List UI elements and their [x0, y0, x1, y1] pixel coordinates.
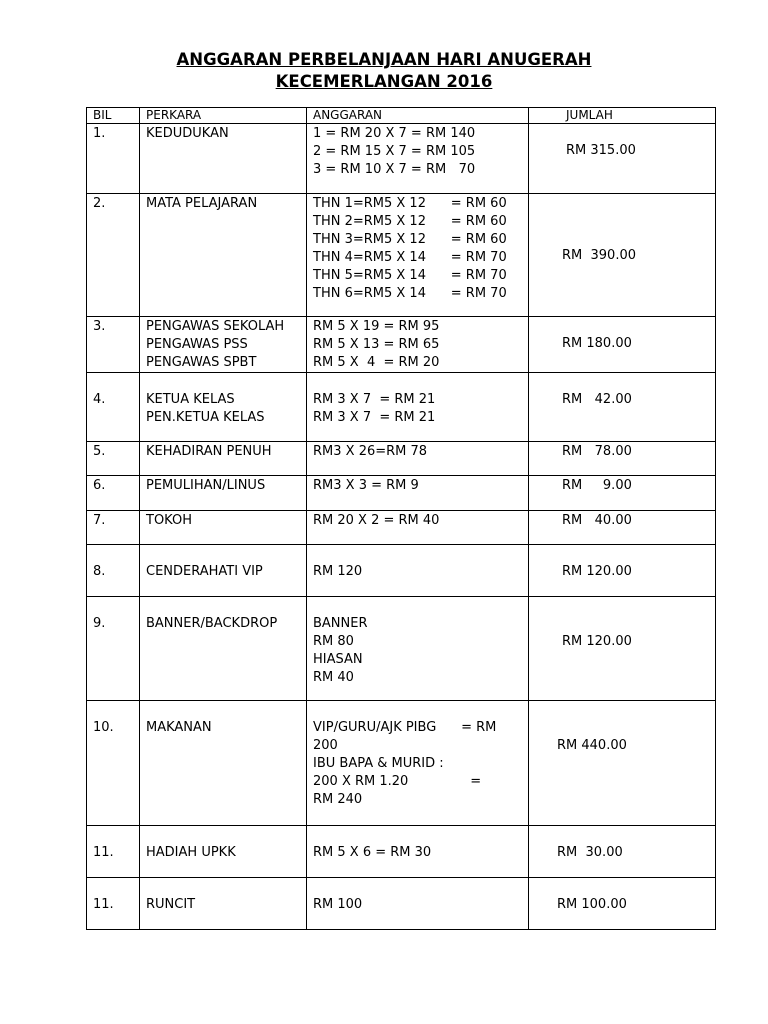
cell-bil-text: 11.: [93, 897, 114, 912]
table-header-row: [87, 108, 716, 124]
table-row: [87, 511, 716, 545]
cell-jumlah-text: RM 180.00: [562, 336, 632, 351]
cell-bil: [87, 878, 140, 930]
cell-perkara: [140, 826, 307, 878]
cell-perkara: [140, 194, 307, 317]
cell-jumlah: [529, 826, 716, 878]
cell-perkara-line: PENGAWAS SEKOLAH: [146, 319, 285, 334]
cell-anggaran-line: THN 5=RM5 X 14 = RM 70: [313, 268, 507, 283]
cell-anggaran: [307, 194, 529, 317]
cell-anggaran-line: THN 3=RM5 X 12 = RM 60: [313, 232, 507, 247]
cell-perkara: [140, 597, 307, 701]
cell-anggaran: [307, 545, 529, 597]
cell-anggaran-line: 200 X RM 1.20 =: [313, 774, 482, 789]
cell-perkara: [140, 373, 307, 442]
cell-perkara-line: KEDUDUKAN: [146, 126, 229, 141]
cell-anggaran-line: HIASAN: [313, 652, 363, 667]
cell-perkara: [140, 878, 307, 930]
cell-bil-text: 7.: [93, 513, 106, 528]
cell-jumlah: [529, 878, 716, 930]
cell-anggaran-line: RM 5 X 13 = RM 65: [313, 337, 440, 352]
table-row: [87, 442, 716, 476]
cell-perkara: [140, 442, 307, 476]
table-row: [87, 826, 716, 878]
cell-anggaran-line: RM 80: [313, 634, 354, 649]
cell-jumlah-text: RM 42.00: [562, 392, 632, 407]
document-title-line-1: ANGGARAN PERBELANJAAN HARI ANUGERAH: [176, 50, 592, 69]
cell-perkara: [140, 476, 307, 511]
cell-anggaran-line: RM 5 X 4 = RM 20: [313, 355, 440, 370]
header-bil: BIL: [87, 108, 140, 124]
cell-jumlah: [529, 476, 716, 511]
cell-jumlah: [529, 373, 716, 442]
cell-bil: [87, 373, 140, 442]
cell-anggaran-line: RM 20 X 2 = RM 40: [313, 513, 440, 528]
cell-bil-text: 3.: [93, 319, 106, 334]
cell-bil: [87, 476, 140, 511]
cell-anggaran-line: 1 = RM 20 X 7 = RM 140: [313, 126, 476, 141]
cell-jumlah: [529, 442, 716, 476]
cell-perkara: [140, 317, 307, 373]
cell-jumlah-text: RM 440.00: [557, 738, 627, 753]
cell-anggaran-line: 200: [313, 738, 338, 753]
cell-perkara: [140, 511, 307, 545]
cell-jumlah-text: RM 100.00: [557, 897, 627, 912]
budget-table: [86, 107, 716, 930]
cell-anggaran-line: 2 = RM 15 X 7 = RM 105: [313, 144, 476, 159]
cell-perkara-line: PENGAWAS SPBT: [146, 355, 257, 370]
cell-jumlah: [529, 194, 716, 317]
cell-jumlah-text: RM 40.00: [562, 513, 632, 528]
header-anggaran: ANGGARAN: [307, 108, 529, 124]
cell-anggaran-line: THN 1=RM5 X 12 = RM 60: [313, 196, 507, 211]
cell-anggaran-line: VIP/GURU/AJK PIBG = RM: [313, 720, 497, 735]
cell-anggaran: [307, 124, 529, 194]
cell-anggaran-line: 3 = RM 10 X 7 = RM 70: [313, 162, 476, 177]
cell-perkara-line: MAKANAN: [146, 720, 212, 735]
cell-bil: [87, 545, 140, 597]
cell-anggaran-line: THN 4=RM5 X 14 = RM 70: [313, 250, 507, 265]
cell-perkara-line: PENGAWAS PSS: [146, 337, 248, 352]
cell-jumlah-text: RM 390.00: [562, 248, 637, 263]
cell-jumlah: [529, 545, 716, 597]
cell-bil-text: 2.: [93, 196, 106, 211]
cell-bil-text: 4.: [93, 392, 106, 407]
cell-anggaran-line: IBU BAPA & MURID :: [313, 756, 444, 771]
cell-jumlah-text: RM 315.00: [566, 143, 636, 158]
cell-anggaran: [307, 701, 529, 826]
cell-jumlah: [529, 511, 716, 545]
table-row: [87, 701, 716, 826]
table-row: [87, 545, 716, 597]
cell-bil: [87, 124, 140, 194]
cell-perkara: [140, 701, 307, 826]
cell-anggaran-line: RM3 X 26=RM 78: [313, 444, 428, 459]
cell-anggaran-line: RM 40: [313, 670, 354, 685]
cell-anggaran-line: RM 120: [313, 564, 363, 579]
cell-bil: [87, 442, 140, 476]
table-row: [87, 317, 716, 373]
cell-bil-text: 10.: [93, 720, 114, 735]
cell-anggaran-line: THN 6=RM5 X 14 = RM 70: [313, 286, 507, 301]
header-perkara: PERKARA: [140, 108, 307, 124]
cell-perkara-line: CENDERAHATI VIP: [146, 564, 263, 579]
cell-bil: [87, 701, 140, 826]
cell-anggaran: [307, 442, 529, 476]
cell-anggaran: [307, 597, 529, 701]
cell-bil: [87, 511, 140, 545]
cell-jumlah-text: RM 30.00: [557, 845, 623, 860]
cell-bil: [87, 597, 140, 701]
cell-bil-text: 9.: [93, 616, 106, 631]
cell-jumlah-text: RM 9.00: [562, 478, 632, 493]
cell-bil-text: 11.: [93, 845, 114, 860]
table-row: [87, 194, 716, 317]
cell-anggaran-line: RM 3 X 7 = RM 21: [313, 410, 436, 425]
cell-perkara-line: MATA PELAJARAN: [146, 196, 258, 211]
cell-jumlah: [529, 701, 716, 826]
table-row: [87, 878, 716, 930]
cell-bil-text: 1.: [93, 126, 106, 141]
cell-anggaran: [307, 476, 529, 511]
cell-anggaran-line: THN 2=RM5 X 12 = RM 60: [313, 214, 507, 229]
header-jumlah: JUMLAH: [529, 108, 716, 124]
cell-anggaran: [307, 878, 529, 930]
cell-perkara: [140, 545, 307, 597]
table-row: [87, 597, 716, 701]
cell-anggaran-line: BANNER: [313, 616, 368, 631]
cell-anggaran: [307, 826, 529, 878]
cell-perkara-line: RUNCIT: [146, 897, 196, 912]
cell-jumlah-text: RM 120.00: [562, 634, 632, 649]
cell-bil: [87, 317, 140, 373]
cell-bil: [87, 194, 140, 317]
cell-anggaran: [307, 511, 529, 545]
cell-jumlah: [529, 597, 716, 701]
cell-bil-text: 5.: [93, 444, 106, 459]
cell-jumlah: [529, 124, 716, 194]
cell-anggaran-line: RM 5 X 19 = RM 95: [313, 319, 440, 334]
cell-perkara: [140, 124, 307, 194]
cell-perkara-line: BANNER/BACKDROP: [146, 616, 278, 631]
cell-bil: [87, 826, 140, 878]
cell-anggaran-line: RM 100: [313, 897, 363, 912]
cell-jumlah-text: RM 120.00: [562, 564, 632, 579]
cell-perkara-line: KEHADIRAN PENUH: [146, 444, 272, 459]
cell-perkara-line: PEMULIHAN/LINUS: [146, 478, 266, 493]
cell-anggaran-line: RM 5 X 6 = RM 30: [313, 845, 432, 860]
cell-perkara-line: HADIAH UPKK: [146, 845, 236, 860]
cell-anggaran-line: RM 240: [313, 792, 363, 807]
cell-bil-text: 8.: [93, 564, 106, 579]
document-title-line-2: KECEMERLANGAN 2016: [275, 72, 493, 91]
cell-anggaran-line: RM 3 X 7 = RM 21: [313, 392, 436, 407]
cell-perkara-line: KETUA KELAS: [146, 392, 235, 407]
cell-jumlah-text: RM 78.00: [562, 444, 632, 459]
cell-jumlah: [529, 317, 716, 373]
cell-perkara-line: TOKOH: [146, 513, 192, 528]
cell-bil-text: 6.: [93, 478, 106, 493]
table-row: [87, 124, 716, 194]
cell-anggaran: [307, 373, 529, 442]
table-row: [87, 373, 716, 442]
table-row: [87, 476, 716, 511]
cell-anggaran-line: RM3 X 3 = RM 9: [313, 478, 419, 493]
cell-perkara-line: PEN.KETUA KELAS: [146, 410, 265, 425]
cell-anggaran: [307, 317, 529, 373]
